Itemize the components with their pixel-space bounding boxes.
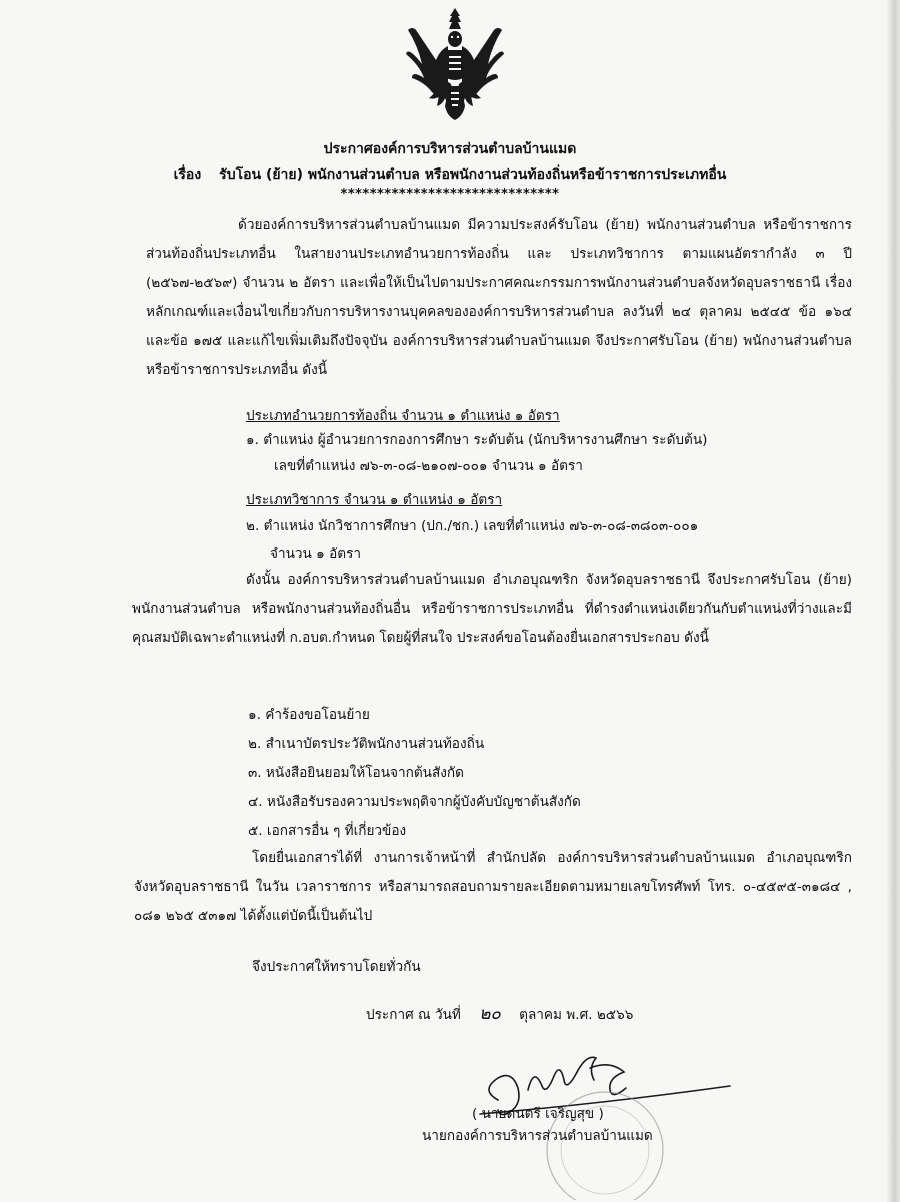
announcement-date: [366, 1000, 633, 1027]
intro-paragraph: ด้วยองค์การบริหารส่วนตำบลบ้านแมด มีความประสงค์รับโอน (ย้าย) พนักงานส่วนตำบล หรือข้าราชการส่วนท้องถิ่นประเภทอื่น ในสายงานประเภทอำนวยการท้องถิ่น และ ประเภทวิชาการ ตามแผนอัตรากำลัง ๓ ปี (๒๕๖๗-๒๕๖๙) จำนวน ๒ อัตรา และเพื่อให้เป็นไปตามประกาศคณะกรรมการพนักงานส่วนตำบลจังหวัดอุบลราชธานี เรื่อง หลักเกณฑ์และเงื่อนไขเกี่ยวกับการบริหารงานบุคคลขององค์การบริหารส่วนตำบล ลงวันที่ ๒๔ ตุลาคม ๒๕๔๕ ข้อ ๑๖๔ และข้อ ๑๗๕ และแก้ไขเพิ่มเติมถึงปัจจุบัน องค์การบริหารส่วนตำบลบ้านแมด จึงประกาศรับโอน (ย้าย) พนักงานส่วนตำบลหรือข้าราชการประเภทอื่น ดังนี้: [146, 217, 852, 378]
date-rest: ตุลาคม พ.ศ. ๒๕๖๖: [519, 1007, 634, 1023]
document-item: ๑. คำร้องขอโอนย้าย: [248, 707, 370, 723]
document-item: ๒. สำเนาบัตรประวัติพนักงานส่วนท้องถิ่น: [248, 736, 485, 752]
section1-item-line1: ๑. ตำแหน่ง ผู้อำนวยการกองการศึกษา ระดับต้น (นักบริหารงานศึกษา ระดับต้น): [246, 432, 708, 448]
subject-text: รับโอน (ย้าย) พนักงานส่วนตำบล หรือพนักงานส่วนท้องถิ่นหรือข้าราชการประเภทอื่น: [219, 167, 727, 183]
section2-heading: ประเภทวิชาการ จำนวน ๑ ตำแหน่ง ๑ อัตรา: [246, 492, 503, 508]
subject-label: เรื่อง: [173, 167, 202, 183]
signer-name: ( นายดนตรี เจริญสุข ): [472, 1106, 604, 1122]
submission-paragraph: โดยยื่นเอกสารได้ที่ งานการเจ้าหน้าที่ สำนักปลัด องค์การบริหารส่วนตำบลบ้านแมด อำเภอบุณฑริก จังหวัดอุบลราชธานี ในวัน เวลาราชการ หรือสามารถสอบถามรายละเอียดตามหมายเลขโทรศัพท์ โทร. ๐-๔๕๙๕-๓๑๘๔ , ๐๘๑ ๒๖๕ ๕๓๑๗ ได้ตั้งแต่บัดนี้เป็นต้นไป: [134, 850, 852, 924]
section2-item-line2: จำนวน ๑ อัตรา: [270, 546, 362, 562]
garuda-emblem-icon: [405, 6, 505, 124]
section2-item-line1: ๒. ตำแหน่ง นักวิชาการศึกษา (ปก./ชก.) เลขที่ตำแหน่ง ๗๖-๓-๐๘-๓๘๐๓-๐๐๑: [246, 518, 699, 534]
closing-line: จึงประกาศให้ทราบโดยทั่วกัน: [252, 959, 421, 975]
section1-heading: ประเภทอำนวยการท้องถิ่น จำนวน ๑ ตำแหน่ง ๑ อัตรา: [246, 408, 560, 424]
announcement-subject: [0, 164, 900, 186]
announcement-title: ประกาศองค์การบริหารส่วนตำบลบ้านแมด: [323, 141, 577, 157]
section1-item-line2: เลขที่ตำแหน่ง ๗๖-๓-๐๘-๒๑๐๗-๐๐๑ จำนวน ๑ อัตรา: [274, 458, 583, 474]
conditions-paragraph: ดังนั้น องค์การบริหารส่วนตำบลบ้านแมด อำเภอบุณฑริก จังหวัดอุบลราชธานี จึงประกาศรับโอน (ย้าย) พนักงานส่วนตำบล หรือพนักงานส่วนท้องถิ่นอื่น หรือข้าราชการประเภทอื่น ที่ดำรงตำแหน่งเดียวกันกับตำแหน่งที่ว่างและมีคุณสมบัติเฉพาะตำแหน่งที่ ก.อบต.กำหนด โดยผู้ที่สนใจ ประสงค์ขอโอนต้องยื่นเอกสารประกอบ ดังนี้: [132, 572, 852, 646]
document-item: ๔. หนังสือรับรองความประพฤติจากผู้บังคับบัญชาต้นสังกัด: [248, 794, 581, 810]
document-item: ๓. หนังสือยินยอมให้โอนจากต้นสังกัด: [248, 765, 464, 781]
document-item: ๕. เอกสารอื่น ๆ ที่เกี่ยวข้อง: [248, 823, 407, 839]
star-divider: ******************************: [340, 187, 560, 202]
date-day-handwritten: ๒๐: [479, 1004, 501, 1024]
date-prefix: ประกาศ ณ วันที่: [366, 1007, 461, 1023]
signer-title: นายกองค์การบริหารส่วนตำบลบ้านแมด: [422, 1128, 653, 1144]
